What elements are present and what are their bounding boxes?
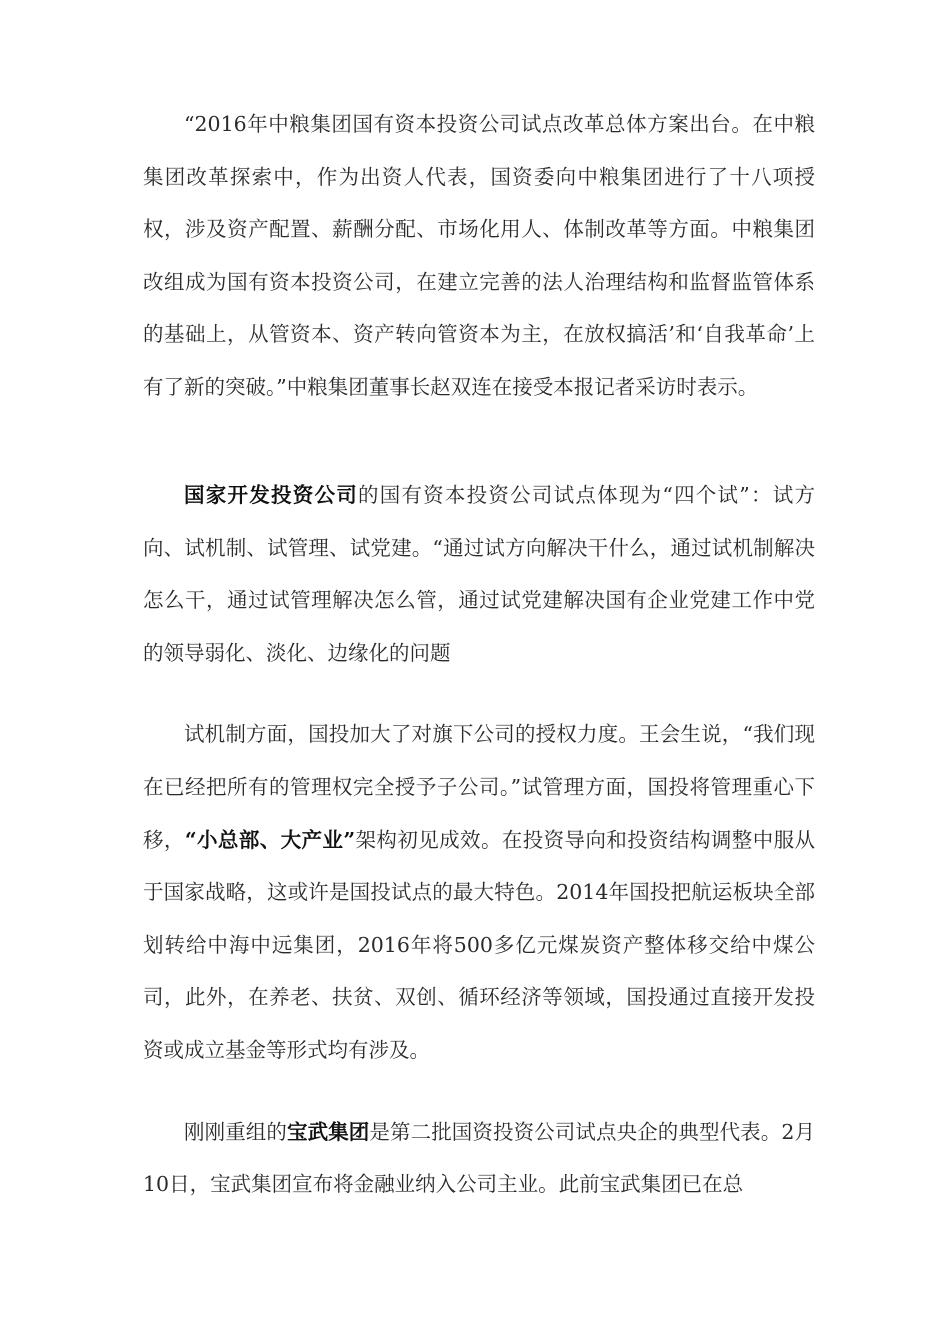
paragraph-text: 刚刚重组的 (184, 1119, 287, 1144)
document-body (143, 98, 815, 1211)
paragraph-text: 的国有资本投资公司试点体现为“四个试”：试方向、试机制、试管理、试党建。“通过试方向解决干什么，通过试机制解决怎么干，通过试管理解决怎么管，通过试党建解决国有企业党建工作中党的领导弱化、淡化、边缘化的问题 (143, 483, 816, 665)
paragraph-sdic-mechanism (143, 708, 815, 1076)
paragraph-gap (143, 679, 815, 708)
company-name-baowu: 宝武集团 (287, 1119, 370, 1144)
paragraph-text: “2016年中粮集团国有资本投资公司试点改革总体方案出台。在中粮集团改革探索中，作为出资人代表，国资委向中粮集团进行了十八项授权，涉及资产配置、薪酬分配、市场化用人、体制改革等方面。中粮集团改组成为国有资本投资公司，在建立完善的法人治理结构和监督监管体系的基础上，从管资本、资产转向管资本为主，在放权搞活’和‘自我革命’上有了新的突破。”中粮集团董事长赵双连在接受本报记者采访时表示。 (143, 112, 815, 399)
paragraph-gap (143, 440, 815, 469)
paragraph-cofco-reform (143, 98, 815, 440)
paragraph-text: 架构初见成效。在投资导向和投资结构调整中服从于国家战略，这或许是国投试点的最大特色。2014年国投把航运板块全部划转给中海中远集团，2016年将500多亿元煤炭资产整体移交给中煤公司，此外，在养老、扶贫、双创、循环经济等领域，国投通过直接开发投资或成立基金等形式均有涉及。 (143, 827, 815, 1062)
company-name-sdic: 国家开发投资公司 (184, 483, 358, 507)
paragraph-text: 试机制方面，国投加大了对旗下公司的授权力度。王会生说，“我们现在已经把所有的管理权完全授予子公司。”试管理方面，国投将管理重心下移， (143, 722, 815, 852)
paragraph-text: 是第二批国资投资公司试点央企的典型代表。2月10日，宝武集团宣布将金融业纳入公司主业。此前宝武集团已在总 (143, 1119, 816, 1197)
paragraph-gap (143, 1077, 815, 1106)
highlight-small-hq-big-industry: “小总部、大产业” (184, 827, 356, 852)
paragraph-sdic-four-trials (143, 469, 815, 679)
paragraph-baowu (143, 1106, 815, 1211)
